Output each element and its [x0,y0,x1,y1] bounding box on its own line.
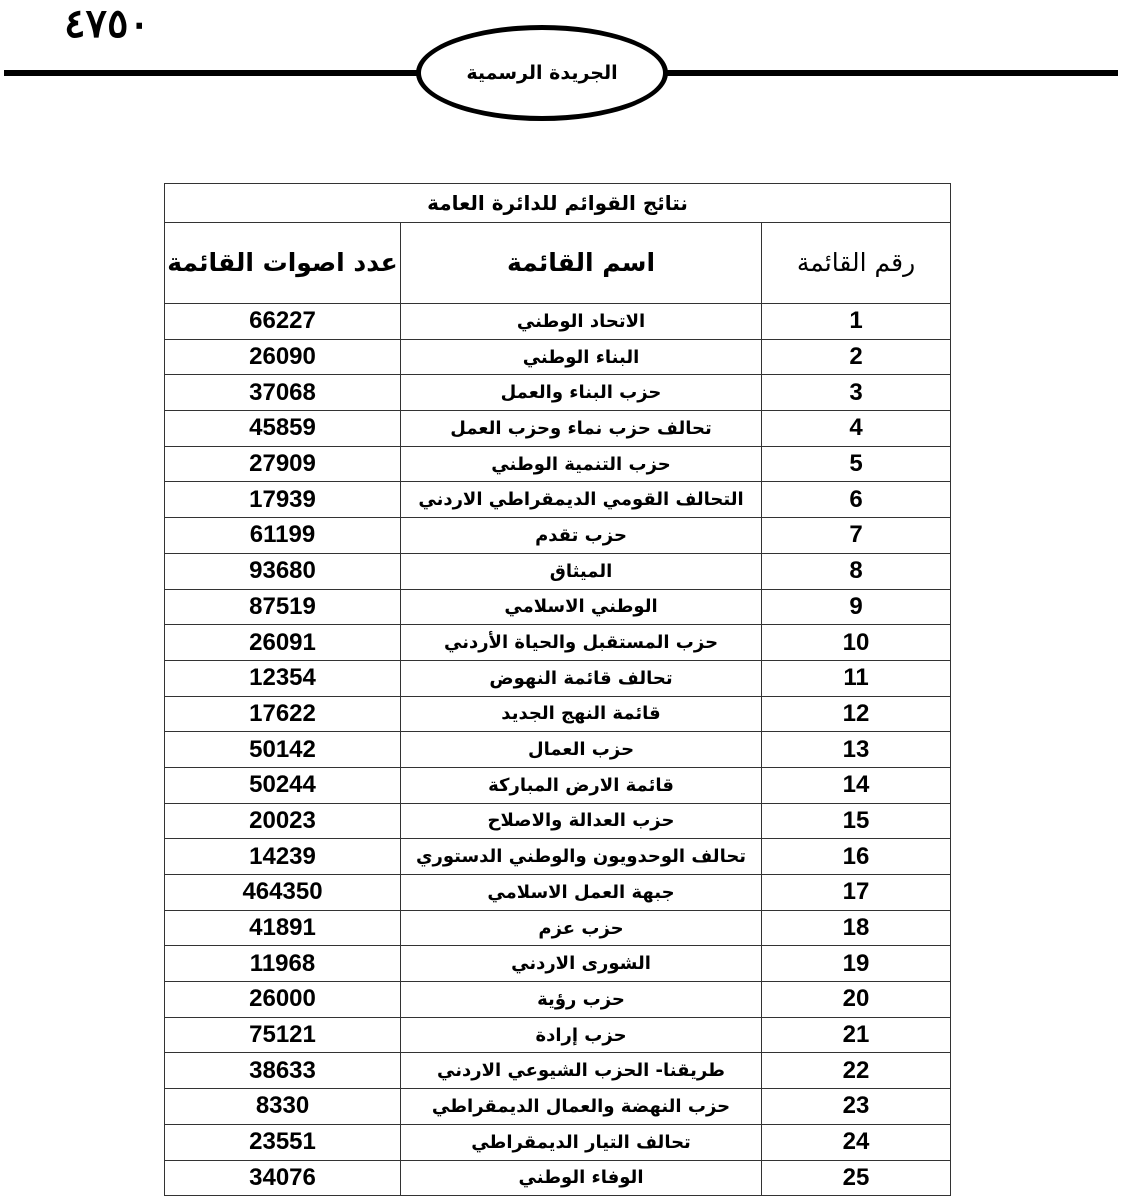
list-votes-cell: 37068 [165,375,401,411]
list-number-cell: 3 [762,375,951,411]
list-votes-cell: 34076 [165,1160,401,1196]
table-row [165,660,951,696]
table-row [165,839,951,875]
list-name-cell: حزب تقدم [401,518,762,554]
list-name-cell: تحالف التيار الديمقراطي [401,1124,762,1160]
table-title-row [165,184,951,223]
list-votes-cell: 20023 [165,803,401,839]
gazette-title: الجريدة الرسمية [466,62,618,84]
list-votes-cell: 17939 [165,482,401,518]
header-list-votes: عدد اصوات القائمة [165,223,401,304]
list-votes-cell: 27909 [165,446,401,482]
list-votes-cell: 26090 [165,339,401,375]
list-name-cell: طريقنا- الحزب الشيوعي الاردني [401,1053,762,1089]
list-votes-cell: 61199 [165,518,401,554]
list-votes-cell: 26091 [165,625,401,661]
list-name-cell: الاتحاد الوطني [401,304,762,340]
page-number: ٤٧٥٠ [64,0,150,47]
list-votes-cell: 38633 [165,1053,401,1089]
list-votes-cell: 17622 [165,696,401,732]
list-votes-cell: 12354 [165,660,401,696]
list-votes-cell: 45859 [165,411,401,447]
list-number-cell: 25 [762,1160,951,1196]
header-list-number: رقم القائمة [762,223,951,304]
table-row [165,767,951,803]
table-body [165,304,951,1196]
table-row [165,910,951,946]
list-name-cell: حزب البناء والعمل [401,375,762,411]
list-votes-cell: 50142 [165,732,401,768]
list-votes-cell: 23551 [165,1124,401,1160]
table-row [165,518,951,554]
list-number-cell: 11 [762,660,951,696]
header-list-name: اسم القائمة [401,223,762,304]
header-rule-left [4,70,424,76]
list-number-cell: 12 [762,696,951,732]
list-name-cell: حزب العدالة والاصلاح [401,803,762,839]
list-name-cell: حزب التنمية الوطني [401,446,762,482]
table-row [165,375,951,411]
list-name-cell: الوطني الاسلامي [401,589,762,625]
list-number-cell: 13 [762,732,951,768]
list-number-cell: 6 [762,482,951,518]
list-name-cell: جبهة العمل الاسلامي [401,875,762,911]
list-number-cell: 18 [762,910,951,946]
table-row [165,1160,951,1196]
list-name-cell: حزب رؤية [401,982,762,1018]
list-number-cell: 15 [762,803,951,839]
header-rule-right [660,70,1118,76]
table-row [165,1089,951,1125]
list-name-cell: حزب العمال [401,732,762,768]
table-row [165,946,951,982]
list-number-cell: 24 [762,1124,951,1160]
list-number-cell: 19 [762,946,951,982]
list-name-cell: الشورى الاردني [401,946,762,982]
list-number-cell: 20 [762,982,951,1018]
list-number-cell: 5 [762,446,951,482]
list-number-cell: 21 [762,1017,951,1053]
list-number-cell: 9 [762,589,951,625]
list-number-cell: 2 [762,339,951,375]
table-row [165,589,951,625]
table-row [165,625,951,661]
table-row [165,803,951,839]
list-votes-cell: 8330 [165,1089,401,1125]
list-name-cell: الميثاق [401,553,762,589]
list-number-cell: 1 [762,304,951,340]
list-votes-cell: 11968 [165,946,401,982]
list-name-cell: تحالف قائمة النهوض [401,660,762,696]
table-row [165,1053,951,1089]
list-name-cell: الوفاء الوطني [401,1160,762,1196]
list-number-cell: 17 [762,875,951,911]
list-votes-cell: 26000 [165,982,401,1018]
list-number-cell: 23 [762,1089,951,1125]
list-name-cell: حزب إرادة [401,1017,762,1053]
list-name-cell: حزب النهضة والعمال الديمقراطي [401,1089,762,1125]
table-row [165,696,951,732]
list-votes-cell: 66227 [165,304,401,340]
table-row [165,304,951,340]
list-name-cell: حزب المستقبل والحياة الأردني [401,625,762,661]
list-number-cell: 4 [762,411,951,447]
table-row [165,411,951,447]
table-row [165,875,951,911]
table-row [165,482,951,518]
table-header-row [165,223,951,304]
list-name-cell: التحالف القومي الديمقراطي الاردني [401,482,762,518]
list-number-cell: 10 [762,625,951,661]
table-row [165,1017,951,1053]
list-number-cell: 14 [762,767,951,803]
list-votes-cell: 87519 [165,589,401,625]
table-row [165,732,951,768]
table-row [165,446,951,482]
table-title: نتائج القوائم للدائرة العامة [165,184,951,223]
list-name-cell: قائمة النهج الجديد [401,696,762,732]
table-row [165,982,951,1018]
list-number-cell: 8 [762,553,951,589]
list-number-cell: 22 [762,1053,951,1089]
gazette-title-ellipse [416,25,668,121]
list-votes-cell: 14239 [165,839,401,875]
list-votes-cell: 41891 [165,910,401,946]
results-table [164,183,951,1196]
list-name-cell: تحالف حزب نماء وحزب العمل [401,411,762,447]
list-number-cell: 7 [762,518,951,554]
table-row [165,553,951,589]
list-name-cell: تحالف الوحدويون والوطني الدستوري [401,839,762,875]
list-name-cell: البناء الوطني [401,339,762,375]
table-row [165,1124,951,1160]
list-votes-cell: 75121 [165,1017,401,1053]
list-name-cell: حزب عزم [401,910,762,946]
list-votes-cell: 50244 [165,767,401,803]
list-number-cell: 16 [762,839,951,875]
table-row [165,339,951,375]
list-votes-cell: 464350 [165,875,401,911]
list-name-cell: قائمة الارض المباركة [401,767,762,803]
list-votes-cell: 93680 [165,553,401,589]
